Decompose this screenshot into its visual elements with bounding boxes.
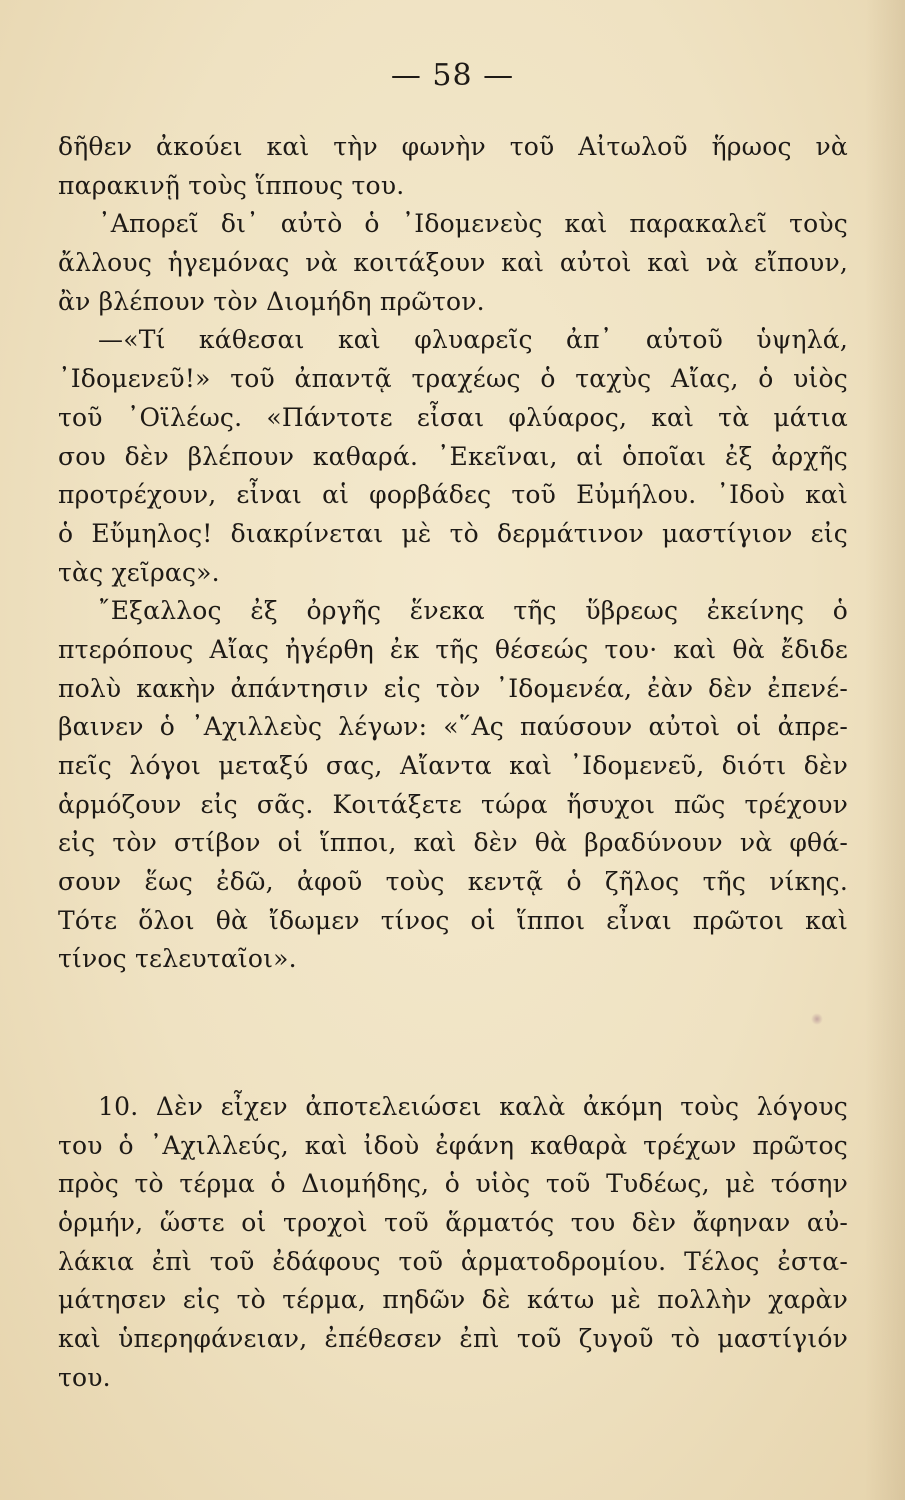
ink-smudge bbox=[811, 1013, 823, 1025]
text-line: προτρέχουν, εἶναι αἱ φορβάδες τοῦ Εὐμήλου. ᾿Ιδοὺ καὶ bbox=[58, 480, 848, 510]
text-line: μάτησεν εἰς τὸ τέρμα, πηδῶν δὲ κάτω μὲ πολλὴν χαρὰν bbox=[58, 1285, 848, 1315]
text-line: δῆθεν ἀκούει καὶ τὴν φωνὴν τοῦ Αἰτωλοῦ ἥρωος νὰ bbox=[58, 132, 848, 161]
text-line: ᾿Ιδομενεῦ!» τοῦ ἀπαντᾷ τραχέως ὁ ταχὺς Αἴας, ὁ υἱὸς bbox=[58, 364, 848, 394]
page-number: — 58 — bbox=[390, 58, 515, 93]
text-line: ᾿Απορεῖ δι᾿ αὐτὸ ὁ ᾿Ιδομενεὺς καὶ παρακαλεῖ τοὺς bbox=[98, 209, 848, 239]
text-block-main bbox=[58, 128, 848, 979]
text-line: ἂν βλέπουν τὸν Διομήδη πρῶτον. bbox=[58, 286, 485, 316]
text-line: βαινεν ὁ ᾿Αχιλλεὺς λέγων: «῞Ας παύσουν αὐτοὶ οἱ ἀπρε- bbox=[58, 712, 848, 742]
text-line: πεῖς λόγοι μεταξύ σας, Αἴαντα καὶ ᾿Ιδομενεῦ, διότι δὲν bbox=[58, 751, 848, 780]
text-line: Τότε ὅλοι θὰ ἴδωμεν τίνος οἱ ἵπποι εἶναι πρῶτοι καὶ bbox=[58, 905, 848, 935]
text-line: ὁ Εὔμηλος! διακρίνεται μὲ τὸ δερμάτινον μαστίγιον εἰς bbox=[58, 518, 848, 548]
text-line: τίνος τελευταῖοι». bbox=[58, 944, 297, 974]
text-line: τὰς χεῖρας». bbox=[58, 557, 220, 587]
text-line: ἁρμόζουν εἰς σᾶς. Κοιτάξετε τώρα ἥσυχοι πῶς τρέχουν bbox=[58, 789, 848, 819]
text-line: πολὺ κακὴν ἀπάντησιν εἰς τὸν ᾿Ιδομενέα, ἐὰν δὲν ἐπενέ- bbox=[58, 673, 848, 703]
text-line: πρὸς τὸ τέρμα ὁ Διομήδης, ὁ υἱὸς τοῦ Τυδέως, μὲ τόσην bbox=[58, 1169, 848, 1199]
text-line: καὶ ὑπερηφάνειαν, ἐπέθεσεν ἐπὶ τοῦ ζυγοῦ τὸ μαστίγιόν bbox=[58, 1324, 848, 1354]
text-line: τοῦ ᾿Οϊλέως. «Πάντοτε εἶσαι φλύαρος, καὶ τὰ μάτια bbox=[58, 402, 848, 432]
text-line: ῎Εξαλλος ἐξ ὀργῆς ἕνεκα τῆς ὕβρεως ἐκείνης ὁ bbox=[98, 596, 848, 626]
text-line: πτερόπους Αἴας ἠγέρθη ἐκ τῆς θέσεώς του· καὶ θὰ ἔδιδε bbox=[58, 634, 848, 664]
text-line: εἰς τὸν στίβον οἱ ἵπποι, καὶ δὲν θὰ βραδύνουν νὰ φθά- bbox=[58, 828, 848, 858]
page-edge-shadow bbox=[865, 0, 905, 1500]
text-line: του. bbox=[58, 1362, 111, 1392]
text-line: σου δὲν βλέπουν καθαρά. ᾿Εκεῖναι, αἱ ὁποῖαι ἐξ ἀρχῆς bbox=[58, 441, 848, 471]
text-line: 10. Δὲν εἶχεν ἀποτελειώσει καλὰ ἀκόμη τοὺς λόγους bbox=[98, 1092, 848, 1121]
text-line: του ὁ ᾿Αχιλλεύς, καὶ ἰδοὺ ἐφάνη καθαρὰ τρέχων πρῶτος bbox=[58, 1130, 848, 1160]
text-block-section-10 bbox=[58, 1088, 848, 1398]
text-line: ὁρμήν, ὥστε οἱ τροχοὶ τοῦ ἅρματός του δὲν ἄφηναν αὐ- bbox=[58, 1208, 848, 1238]
text-line: σουν ἕως ἐδῶ, ἀφοῦ τοὺς κεντᾷ ὁ ζῆλος τῆς νίκης. bbox=[58, 867, 848, 897]
text-line: παρακινῇ τοὺς ἵππους του. bbox=[58, 170, 405, 200]
text-line: ἄλλους ἡγεμόνας νὰ κοιτάξουν καὶ αὐτοὶ καὶ νὰ εἴπουν, bbox=[58, 248, 848, 278]
text-line: λάκια ἐπὶ τοῦ ἐδάφους τοῦ ἁρματοδρομίου. Τέλος ἐστα- bbox=[58, 1246, 848, 1276]
text-line: —«Τί κάθεσαι καὶ φλυαρεῖς ἀπ᾿ αὐτοῦ ὑψηλά, bbox=[98, 325, 848, 355]
